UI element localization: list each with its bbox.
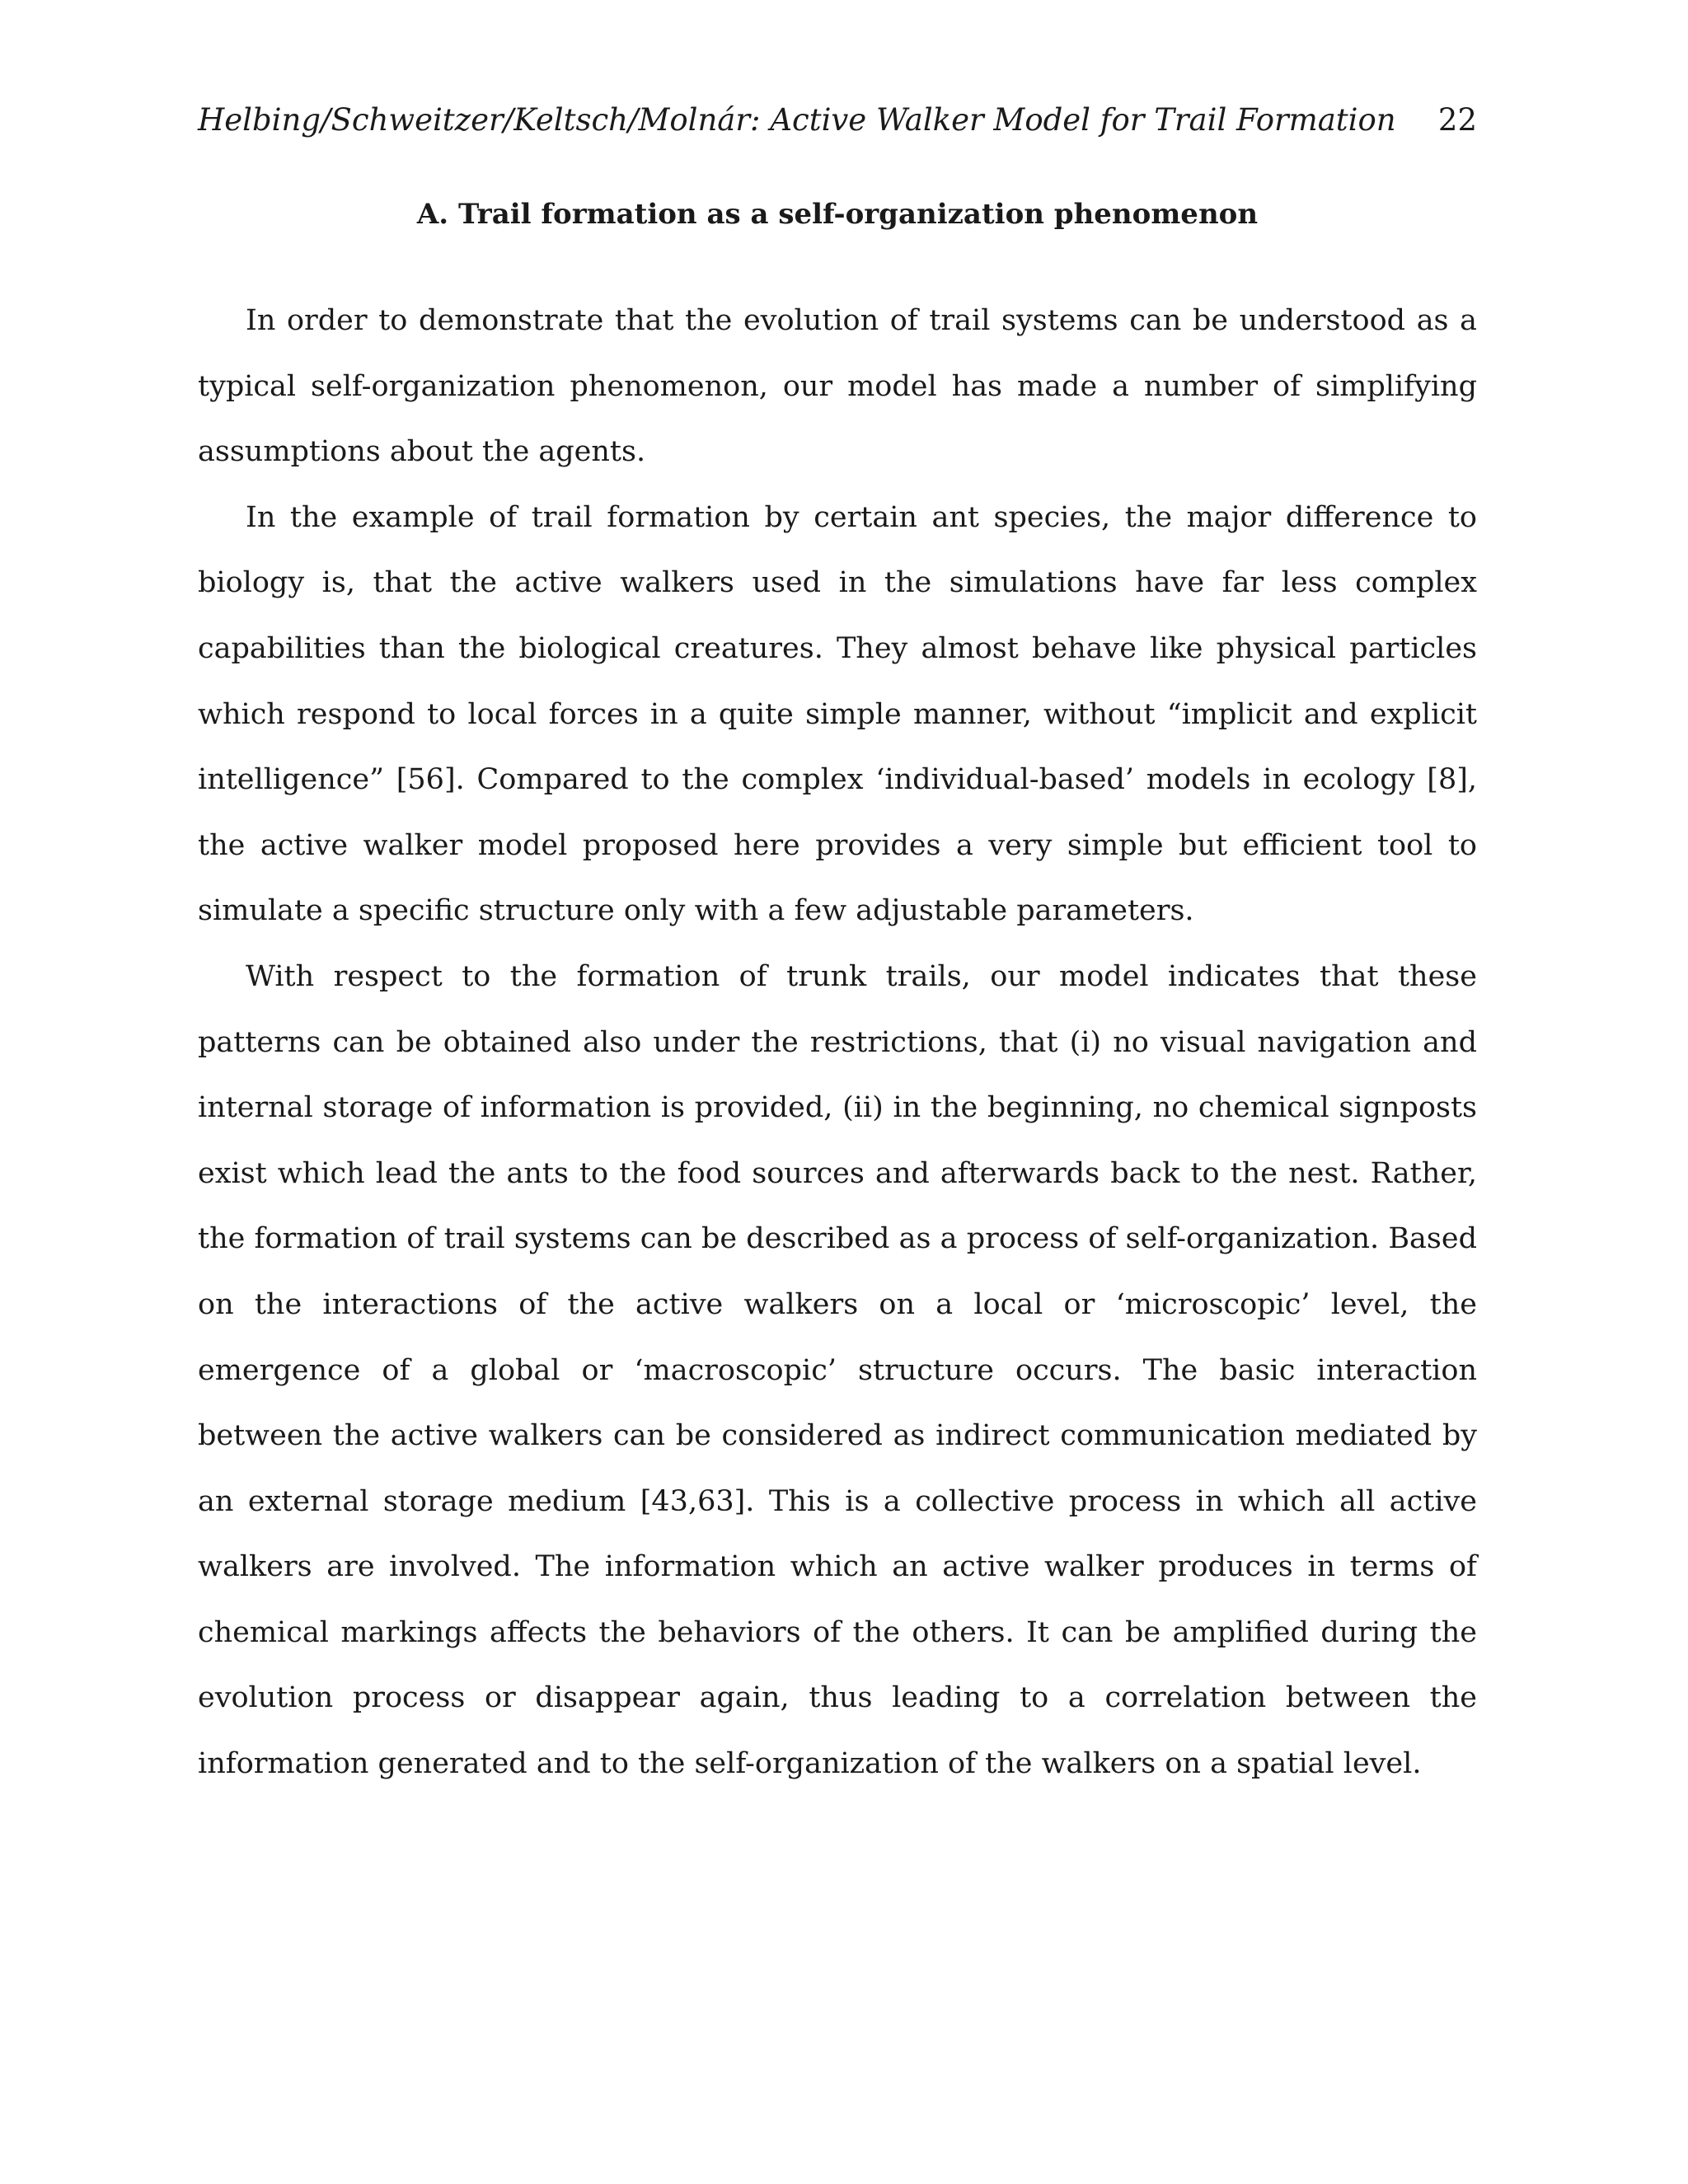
body-text <box>198 288 1477 1797</box>
document-page <box>198 0 1477 2184</box>
page-number: 22 <box>1437 102 1477 138</box>
paragraph: In the example of trail formation by certain ant species, the major difference to biology is, that the active walkers used in the simulations have far less complex capabilities than the biological creatures. They almost behave like physical particles which respond to local forces in a quite simple manner, without “implicit and explicit intelligence” [56]. Compared to the complex ‘individual-based’ models in ecology [8], the active walker model proposed here provides a very simple but efficient tool to simulate a specific structure only with a few adjustable parameters. <box>198 500 1477 928</box>
section-heading: A. Trail formation as a self-organization phenomenon <box>416 198 1259 231</box>
paragraph: With respect to the formation of trunk trails, our model indicates that these patterns can be obtained also under the restrictions, that (i) no visual navigation and internal storage of information is provided, (ii) in the beginning, no chemical signposts exist which lead the ants to the food sources and afterwards back to the nest. Rather, the formation of trail systems can be described as a process of self-organization. Based on the interactions of the active walkers on a local or ‘microscopic’ level, the emergence of a global or ‘macroscopic’ structure occurs. The basic interaction between the active walkers can be considered as indirect communication mediated by an external storage medium [43,63]. This is a collective process in which all active walkers are involved. The information which an active walker produces in terms of chemical markings affects the behaviors of the others. It can be amplified during the evolution process or disappear again, thus leading to a correlation between the information generated and to the self-organization of the walkers on a spatial level. <box>198 959 1477 1781</box>
running-header <box>198 97 1477 143</box>
running-title: Helbing/Schweitzer/Keltsch/Molnár: Active Walker Model for Trail Formation <box>198 102 1396 138</box>
paragraph: In order to demonstrate that the evolution of trail systems can be understood as a typical self-organization phenomenon, our model has made a number of simplifying assumptions about the agents. <box>198 304 1477 469</box>
